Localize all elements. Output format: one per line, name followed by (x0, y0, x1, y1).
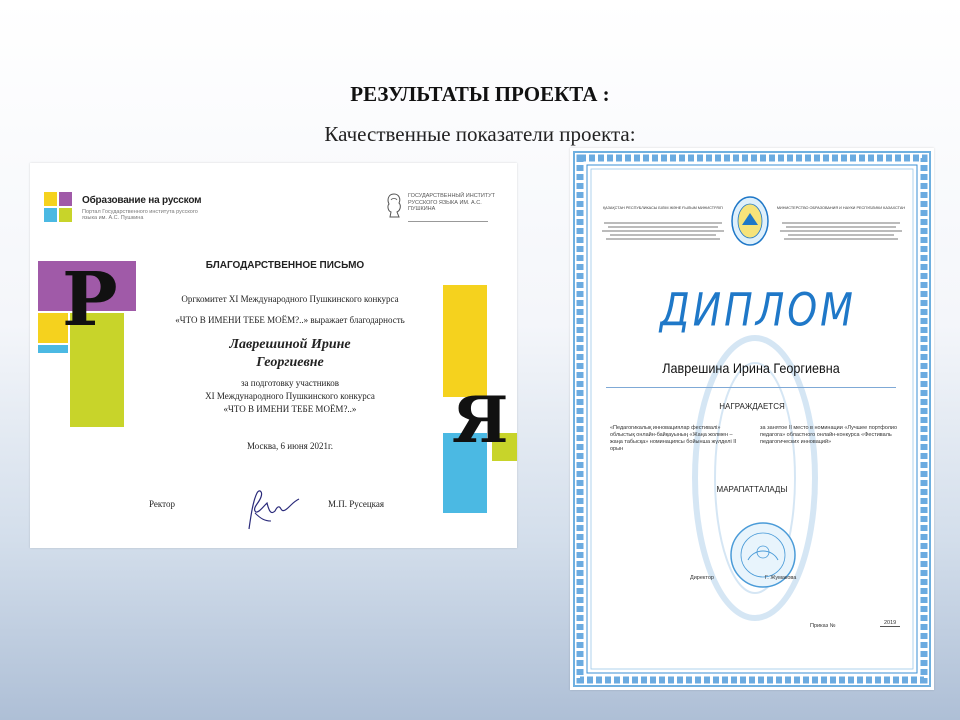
diploma-awarded-kz: МАРАПАТТАЛАДЫ (716, 485, 788, 494)
big-letter-r: Р (62, 257, 118, 343)
institute-divider (408, 221, 488, 222)
logo-grid-icon (44, 192, 74, 224)
slide-title: РЕЗУЛЬТАТЫ ПРОЕКТА : (350, 82, 610, 106)
director-label: Директор (690, 575, 714, 581)
diploma-title: ДИПЛОМ (660, 283, 856, 337)
signer-name: М.П. Русецкая (328, 499, 385, 509)
letter-heading: БЛАГОДАРСТВЕННОЕ ПИСЬМО (205, 260, 365, 271)
yellow-block-large (443, 285, 487, 397)
blue-block-small (38, 345, 68, 353)
big-letter-ya: Я (452, 383, 509, 458)
letter-place-date: Москва, 6 июня 2021г. (247, 441, 333, 451)
order-label: Приказ № (810, 623, 836, 629)
letter-recipient-1: Лаврешиной Ирине (229, 337, 351, 352)
diploma-awarded: НАГРАЖДАЕТСЯ (719, 402, 785, 411)
diploma-text-left: «Педагогикалық инновациялар фестивалі» облыстық онлайн-байқауының «Жаңа жолмен – жаңа табысқа» номинациясы бойынша жүлделі II орын (610, 425, 737, 452)
letter-reason-3: «ЧТО В ИМЕНИ ТЕБЕ МОЁМ?..» (223, 404, 357, 414)
thank-you-letter-image (30, 163, 517, 548)
diploma-header-right: МИНИСТЕРСТВО ОБРАЗОВАНИЯ И НАУКИ РЕСПУБЛИКИ КАЗАХСТАН (776, 206, 906, 210)
diploma-name-underline (606, 387, 896, 388)
diploma-text-right: за занятое II место в номинации «Лучшее портфолио педагога» областного онлайн-конкурса «Фестиваль педагогических инноваций» (760, 425, 898, 445)
diploma-header-left-2 (598, 220, 728, 242)
director-name: Г. Жумакова (765, 575, 797, 581)
logo-name: Образование на русском (82, 195, 202, 206)
letter-recipient-2: Георгиевне (256, 355, 324, 370)
diploma-image (570, 148, 934, 690)
letter-reason-1: за подготовку участников (240, 378, 340, 388)
letter-reason-2: XI Международного Пушкинского конкурса (205, 391, 375, 401)
pushkin-portrait-icon (382, 191, 406, 219)
emblem-icon (730, 195, 770, 247)
rector-signature (235, 485, 305, 535)
signer-title: Ректор (149, 499, 175, 509)
institute-name: ГОСУДАРСТВЕННЫЙ ИНСТИТУТ РУССКОГО ЯЗЫКА ИМ. А.С. ПУШКИНА (408, 193, 496, 212)
letter-line-1: Оргкомитет XI Международного Пушкинского конкурса (181, 294, 399, 304)
order-year: 2019 (880, 620, 900, 627)
letter-line-2: «ЧТО В ИМЕНИ ТЕБЕ МОЁМ?..» выражает благодарность (175, 315, 405, 325)
logo-subtitle: Портал Государственного института русского языка им. А.С. Пушкина (82, 209, 198, 221)
diploma-header-left: ҚАЗАҚСТАН РЕСПУБЛИКАСЫ БІЛІМ ЖӘНЕ ҒЫЛЫМ МИНИСТРЛІГІ (602, 206, 724, 210)
slide-subtitle: Качественные показатели проекта: (324, 122, 636, 146)
diploma-recipient: Лаврешина Ирина Георгиевна (662, 360, 840, 376)
diploma-header-right-2 (776, 220, 906, 242)
